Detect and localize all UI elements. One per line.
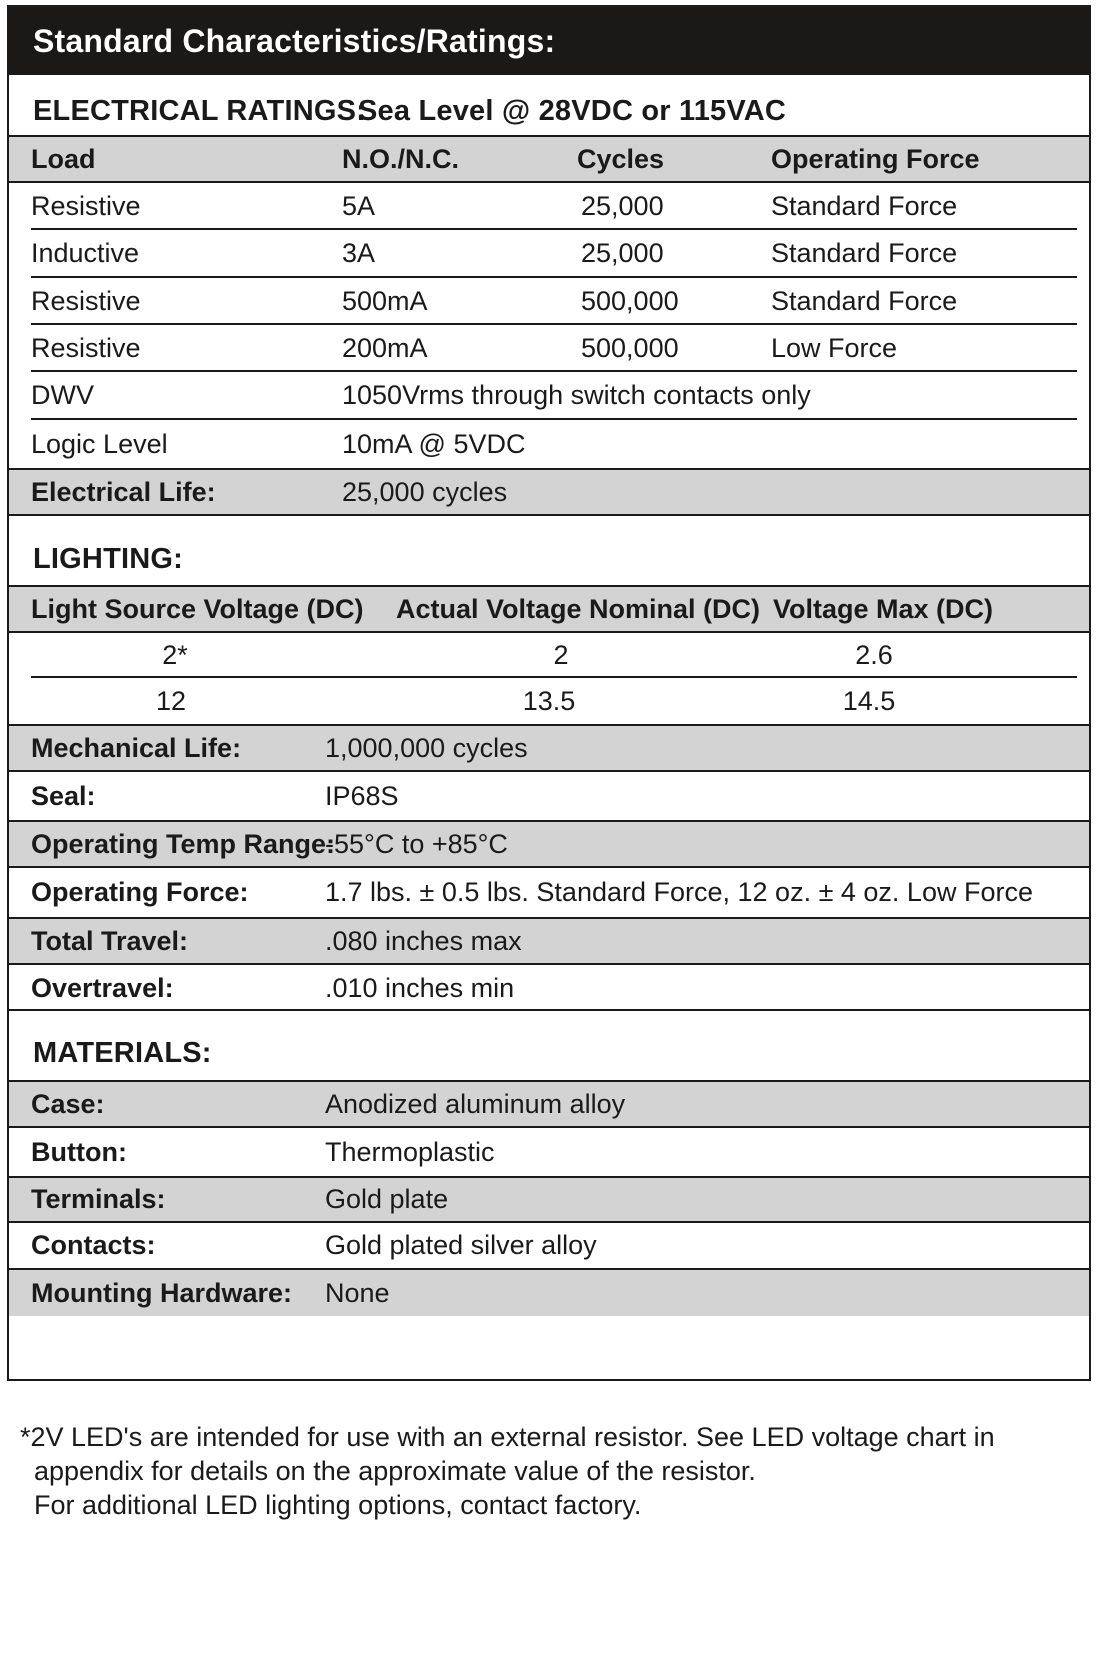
electrical-life-row [9,468,1089,516]
material-row-mounting [9,1268,1089,1316]
dwv-label: DWV [31,380,94,410]
row-current: 3A [342,238,376,268]
material-value: Thermoplastic [325,1136,495,1167]
row-load: Resistive [31,333,141,363]
col-operating-force: Operating Force [771,143,980,174]
operating-force-row [9,868,1089,917]
footnote [20,1420,995,1522]
lighting-column-header [9,585,1089,633]
material-row-button [9,1128,1089,1176]
mechanical-life-row [9,724,1089,772]
row-cycles: 25,000 [581,238,664,268]
footnote-line: appendix for details on the approximate value of the resistor. [34,1456,756,1486]
dwv-row [9,372,1089,419]
footnote-line: *2V LED's are intended for use with an external resistor. See LED voltage chart in [20,1422,995,1452]
spec-label: Operating Force: [31,877,249,907]
divider [9,1009,1089,1011]
col-voltage-max: Voltage Max (DC) [773,593,994,624]
row-force: Standard Force [771,238,958,268]
voltage-max: 2.6 [855,639,893,670]
electrical-life-value: 25,000 cycles [342,476,508,507]
light-source-voltage: 12 [155,685,187,716]
col-actual-voltage: Actual Voltage Nominal (DC) [396,593,761,624]
material-label: Terminals: [31,1184,166,1214]
logic-level-row [9,420,1089,468]
spec-value: IP68S [325,780,399,811]
spec-label: Operating Temp Range: [31,828,336,859]
materials-heading: MATERIALS: [33,1037,212,1069]
row-load: Resistive [31,191,141,221]
footnote-line: For additional LED lighting options, contact factory. [34,1490,642,1520]
dwv-value: 1050Vrms through switch contacts only [342,380,811,410]
operating-temp-row [9,820,1089,868]
spec-label: Seal: [31,780,96,811]
row-current: 500mA [342,286,428,316]
table-row [9,278,1089,325]
actual-voltage: 2 [553,639,569,670]
table-row [9,183,1089,230]
material-label: Contacts: [31,1230,156,1260]
spec-value: .010 inches min [325,972,515,1003]
logic-level-label: Logic Level [31,428,168,459]
material-label: Mounting Hardware: [31,1277,292,1308]
electrical-heading-label: ELECTRICAL RATINGS: [33,95,366,127]
col-no-nc: N.O./N.C. [342,143,460,174]
row-load: Resistive [31,286,141,316]
spec-label: Total Travel: [31,925,189,956]
material-row-contacts [9,1223,1089,1268]
row-force: Low Force [771,333,898,363]
material-row-terminals [9,1176,1089,1223]
spec-value: 1,000,000 cycles [325,732,528,763]
material-value: None [325,1277,390,1308]
electrical-column-header [9,135,1089,183]
seal-row [9,772,1089,820]
material-label: Button: [31,1136,127,1167]
electrical-heading [33,95,787,128]
material-value: Anodized aluminum alloy [325,1088,626,1119]
row-cycles: 500,000 [581,286,679,316]
spec-label: Overtravel: [31,972,174,1003]
row-force: Standard Force [771,286,958,316]
lighting-heading: LIGHTING: [33,543,184,575]
material-value: Gold plate [325,1184,449,1214]
table-row [9,325,1089,372]
actual-voltage: 13.5 [522,685,576,716]
section-title: Standard Characteristics/Ratings: [9,7,1089,75]
col-load: Load [31,143,96,174]
col-cycles: Cycles [577,143,665,174]
table-row [9,230,1089,277]
total-travel-row [9,917,1089,965]
spec-value: -55°C to +85°C [325,828,508,859]
material-label: Case: [31,1088,105,1119]
row-force: Standard Force [771,191,958,221]
electrical-life-label: Electrical Life: [31,476,216,507]
light-source-voltage: 2* [162,639,188,670]
spec-value: .080 inches max [325,925,522,956]
spec-value: 1.7 lbs. ± 0.5 lbs. Standard Force, 12 oz. ± 4 oz. Low Force [325,877,1033,907]
table-row [9,633,1089,677]
row-cycles: 500,000 [581,333,679,363]
col-light-source-voltage: Light Source Voltage (DC) [31,593,364,624]
row-cycles: 25,000 [581,191,664,221]
material-value: Gold plated silver alloy [325,1230,597,1260]
voltage-max: 14.5 [842,685,896,716]
table-row [9,678,1089,724]
material-row-case [9,1080,1089,1128]
overtravel-row [9,965,1089,1011]
row-current: 200mA [342,333,428,363]
ratings-table [7,5,1091,1381]
row-load: Inductive [31,238,140,268]
logic-level-value: 10mA @ 5VDC [342,428,526,459]
row-current: 5A [342,191,376,221]
spec-label: Mechanical Life: [31,732,242,763]
electrical-subheading: Sea Level @ 28VDC or 115VAC [358,95,787,127]
